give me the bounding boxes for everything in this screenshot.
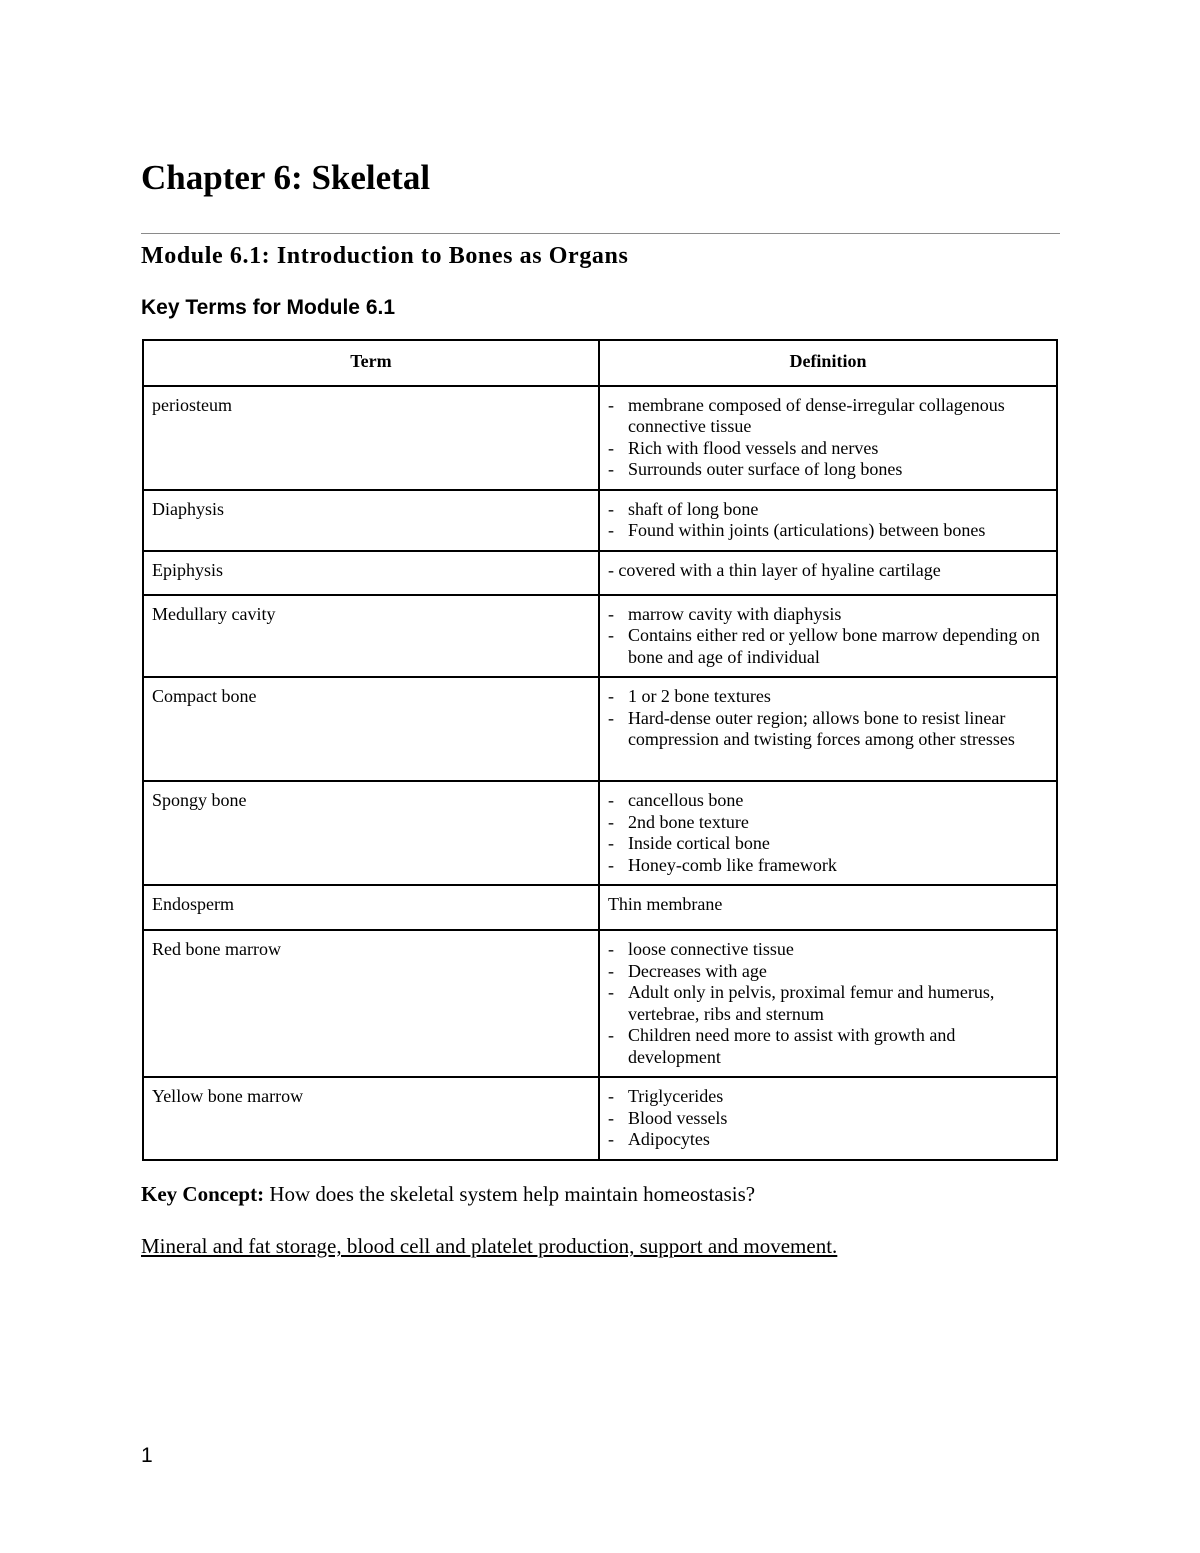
definition-list [608, 604, 1048, 669]
table-row [143, 1077, 1057, 1160]
key-concept-label: Key Concept: [141, 1182, 265, 1206]
definition-list [608, 395, 1048, 481]
page-number: 1 [141, 1444, 153, 1467]
definition-item: - Contains either red or yellow bone marrow depending on bone and age of individual [608, 625, 1048, 668]
table-row [143, 386, 1057, 490]
definition-cell [599, 386, 1057, 490]
term-cell: Red bone marrow [143, 930, 599, 1077]
definition-cell [599, 1077, 1057, 1160]
definition-cell [599, 490, 1057, 551]
definition-item: - Found within joints (articulations) between bones [608, 520, 1048, 542]
definition-list [608, 499, 1048, 542]
definition-item: - Rich with flood vessels and nerves [608, 438, 1048, 460]
definition-item: - Blood vessels [608, 1108, 1048, 1130]
definition-list [608, 1086, 1048, 1151]
table-row [143, 677, 1057, 781]
definition-cell [599, 930, 1057, 1077]
term-cell: Epiphysis [143, 551, 599, 595]
definition-item: - Adult only in pelvis, proximal femur and humerus, vertebrae, ribs and sternum [608, 982, 1048, 1025]
definition-item: - Hard-dense outer region; allows bone to resist linear compression and twisting forces among other stresses [608, 708, 1048, 751]
definition-item: - marrow cavity with diaphysis [608, 604, 1048, 626]
definition-item: - Triglycerides [608, 1086, 1048, 1108]
definition-item: - shaft of long bone [608, 499, 1048, 521]
definition-list [608, 686, 1048, 751]
definition-item: - Adipocytes [608, 1129, 1048, 1151]
table-row [143, 490, 1057, 551]
term-column-header: Term [143, 340, 599, 386]
table-row [143, 551, 1057, 595]
definition-list [608, 939, 1048, 1068]
table-row [143, 595, 1057, 678]
module-heading: Module 6.1: Introduction to Bones as Organs [141, 243, 629, 269]
term-cell: Diaphysis [143, 490, 599, 551]
definition-item: - Honey-comb like framework [608, 855, 1048, 877]
definition-item: - cancellous bone [608, 790, 1048, 812]
definition-item: - 2nd bone texture [608, 812, 1048, 834]
definition-item: - Children need more to assist with growth and development [608, 1025, 1048, 1068]
key-concept-answer: Mineral and fat storage, blood cell and platelet production, support and movement. [141, 1234, 838, 1258]
key-terms-table [142, 339, 1058, 1161]
key-concept [141, 1180, 755, 1208]
term-cell: Yellow bone marrow [143, 1077, 599, 1160]
definition-cell [599, 781, 1057, 885]
term-cell: Compact bone [143, 677, 599, 781]
term-cell: periosteum [143, 386, 599, 490]
definition-item: - membrane composed of dense-irregular collagenous connective tissue [608, 395, 1048, 438]
definition-column-header: Definition [599, 340, 1057, 386]
title-divider [141, 233, 1060, 234]
table-row [143, 781, 1057, 885]
term-cell: Spongy bone [143, 781, 599, 885]
definition-list [608, 790, 1048, 876]
definition-item: - 1 or 2 bone textures [608, 686, 1048, 708]
table-row [143, 885, 1057, 930]
definition-cell [599, 677, 1057, 781]
key-concept-question: How does the skeletal system help maintain homeostasis? [264, 1182, 756, 1206]
definition-item: - loose connective tissue [608, 939, 1048, 961]
term-cell: Medullary cavity [143, 595, 599, 678]
definition-item: - Surrounds outer surface of long bones [608, 459, 1048, 481]
table-row [143, 930, 1057, 1077]
definition-item: - Inside cortical bone [608, 833, 1048, 855]
key-terms-heading: Key Terms for Module 6.1 [141, 296, 396, 319]
definition-cell: - covered with a thin layer of hyaline cartilage [599, 551, 1057, 595]
definition-item: - Decreases with age [608, 961, 1048, 983]
definition-cell [599, 595, 1057, 678]
chapter-title: Chapter 6: Skeletal [141, 158, 431, 197]
term-cell: Endosperm [143, 885, 599, 930]
definition-cell: Thin membrane [599, 885, 1057, 930]
table-header-row [143, 340, 1057, 386]
